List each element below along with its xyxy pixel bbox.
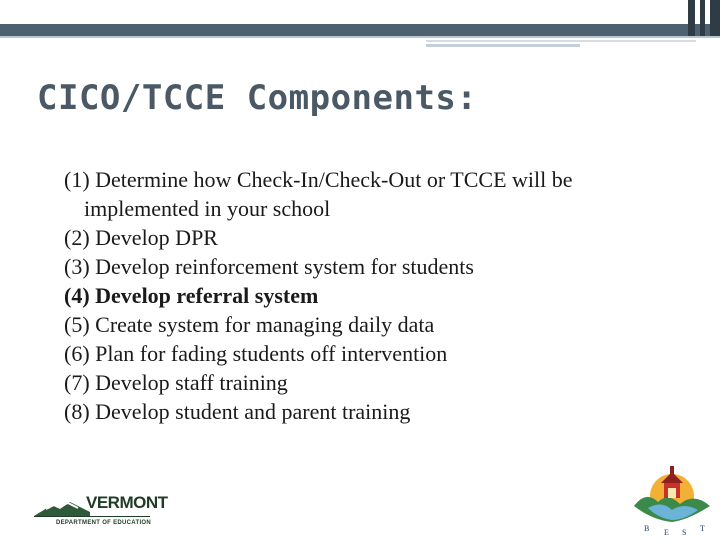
list-item: (5) Create system for managing daily data	[64, 312, 435, 337]
list-item: (6) Plan for fading students off intervention	[64, 341, 448, 366]
slide-title: CICO/TCCE Components:	[37, 78, 478, 118]
top-band	[0, 0, 720, 24]
best-letter-s: S	[682, 528, 687, 537]
schoolhouse-icon	[628, 462, 716, 526]
list-item: (1) Determine how Check-In/Check-Out or TCCE will be implemented in your school	[64, 167, 573, 221]
logo-name: VERMONT	[86, 493, 168, 512]
header-rule-short	[426, 40, 696, 42]
logo-rule	[34, 516, 150, 517]
logo-subtitle: DEPARTMENT OF EDUCATION	[56, 520, 152, 526]
list-item: (7) Develop staff training	[64, 370, 288, 395]
best-letter-t: T	[700, 524, 705, 533]
best-letter-b: B	[644, 524, 650, 533]
best-letter-e: E	[664, 528, 669, 537]
corner-bars	[688, 0, 720, 36]
list-item: (8) Develop student and parent training	[64, 399, 411, 424]
component-list	[64, 165, 684, 426]
vermont-education-logo	[34, 493, 168, 532]
header-rule-shorter	[426, 44, 580, 47]
best-logo	[628, 462, 716, 538]
list-item: (2) Develop DPR	[64, 225, 218, 250]
header-rule	[0, 36, 720, 38]
header-accent-bar	[0, 24, 720, 36]
mountain-icon	[34, 496, 90, 518]
list-item-highlighted: (4) Develop referral system	[64, 283, 319, 308]
list-item: (3) Develop reinforcement system for students	[64, 254, 474, 279]
